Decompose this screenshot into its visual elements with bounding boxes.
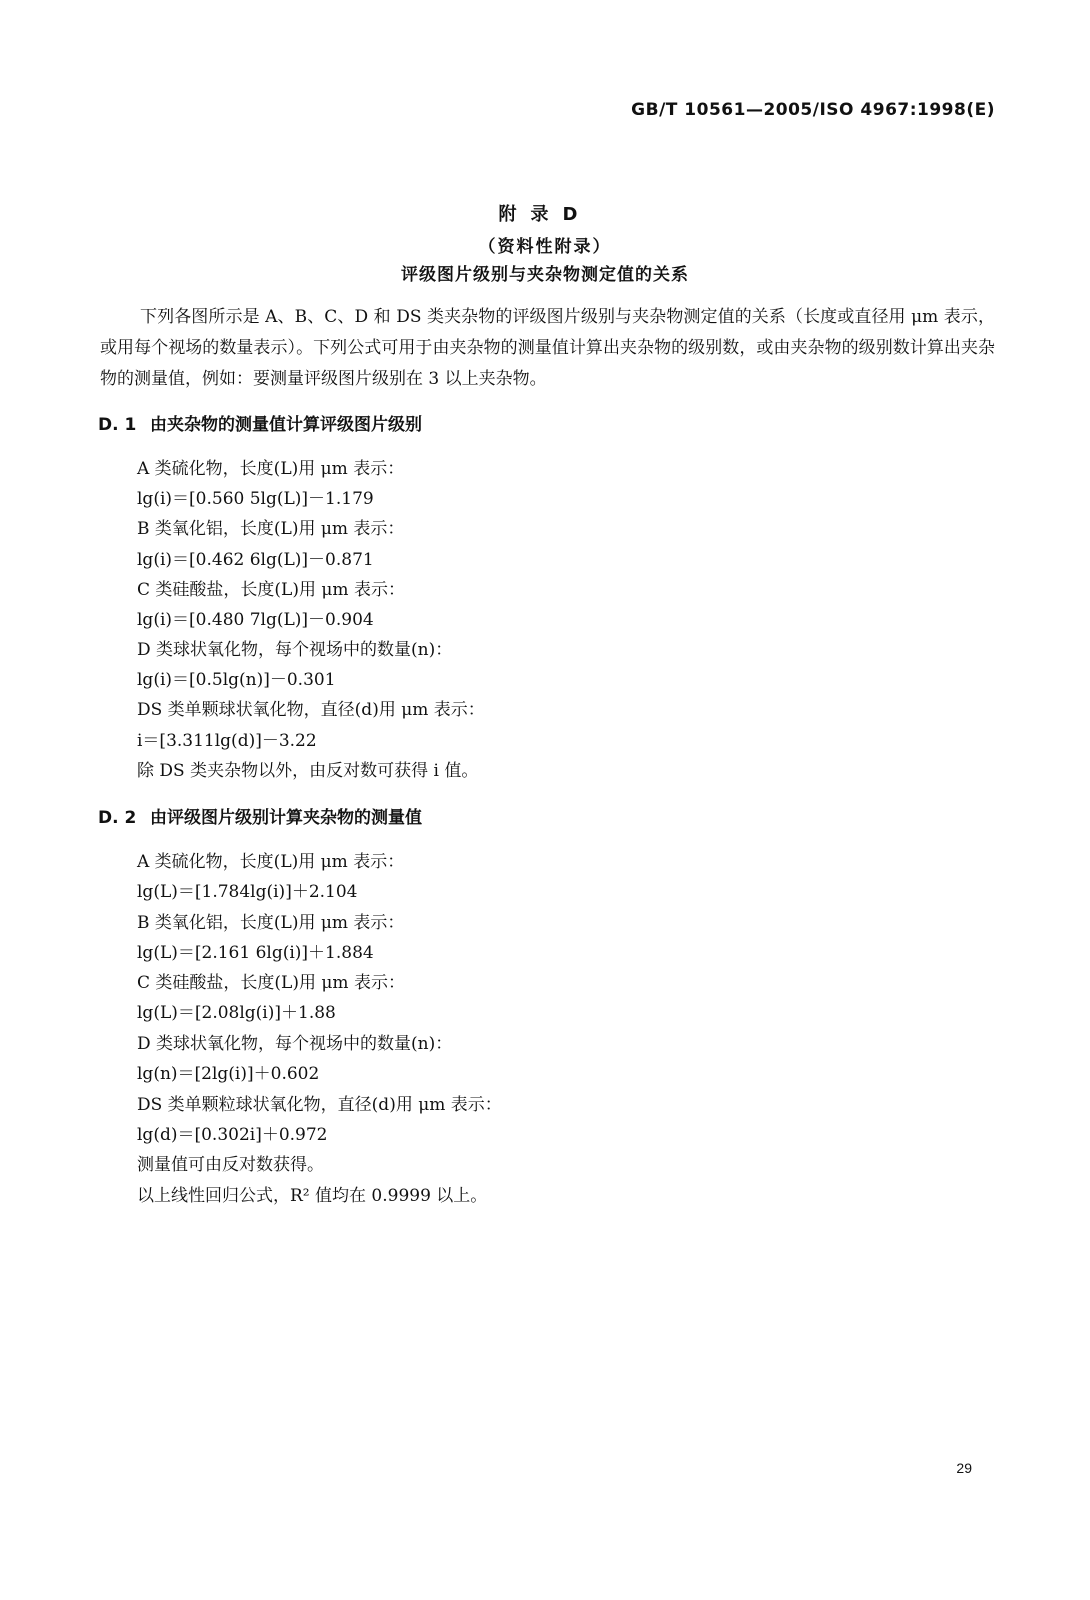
d1-line: i＝[3.311lg(d)]－3.22 [137,731,317,751]
d1-line: 除 DS 类夹杂物以外，由反对数可获得 i 值。 [137,761,479,781]
d1-line: lg(i)＝[0.462 6lg(L)]－0.871 [137,550,374,570]
d2-line: lg(d)＝[0.302i]＋0.972 [137,1125,328,1145]
d2-line: lg(n)＝[2lg(i)]＋0.602 [137,1064,320,1084]
d1-line: D 类球状氧化物，每个视场中的数量(n)： [137,640,453,660]
intro-paragraph [100,302,995,395]
d1-line: B 类氧化铝，长度(L)用 μm 表示： [137,519,405,539]
d1-line: lg(i)＝[0.480 7lg(L)]－0.904 [137,610,374,630]
appendix-subtitle: （资料性附录） [478,237,612,257]
d1-line: A 类硫化物，长度(L)用 μm 表示： [137,459,405,479]
d2-line: 以上线性回归公式，R² 值均在 0.9999 以上。 [137,1186,488,1206]
section-d1-number: D. 1 [98,415,137,435]
d2-line: lg(L)＝[1.784lg(i)]＋2.104 [137,882,358,902]
appendix-title: 附录D [498,204,592,225]
section-d1-heading [98,410,422,435]
d2-line: lg(L)＝[2.08lg(i)]＋1.88 [137,1003,336,1023]
d1-line: lg(i)＝[0.5lg(n)]－0.301 [137,670,336,690]
d1-line: lg(i)＝[0.560 5lg(L)]－1.179 [137,489,374,509]
section-d2-heading [98,803,422,828]
page-number: 29 [956,1460,972,1476]
d1-line: DS 类单颗球状氧化物，直径(d)用 μm 表示： [137,700,485,720]
d2-line: B 类氧化铝，长度(L)用 μm 表示： [137,913,405,933]
intro-text: 下列各图所示是 A、B、C、D 和 DS 类夹杂物的评级图片级别与夹杂物测定值的关系（长度或直径用 μm 表示，或用每个视场的数量表示）。下列公式可用于由夹杂物的测量值计算出夹杂物的级别数，或由夹杂物的级别数计算出夹杂物的测量值，例如：要测量评级图片级别在 3 以上夹杂物。 [100,307,995,389]
section-d1-title: 由夹杂物的测量值计算评级图片级别 [150,415,422,435]
d2-line: lg(L)＝[2.161 6lg(i)]＋1.884 [137,943,374,963]
d2-line: C 类硅酸盐，长度(L)用 μm 表示： [137,973,405,993]
standard-id-header: GB/T 10561—2005/ISO 4967:1998(E) [631,100,995,120]
d2-line: 测量值可由反对数获得。 [137,1155,324,1175]
d2-line: D 类球状氧化物，每个视场中的数量(n)： [137,1034,453,1054]
d2-line: A 类硫化物，长度(L)用 μm 表示： [137,852,405,872]
section-d2-number: D. 2 [98,808,137,828]
section-d2-title: 由评级图片级别计算夹杂物的测量值 [150,808,422,828]
d1-line: C 类硅酸盐，长度(L)用 μm 表示： [137,580,405,600]
d2-line: DS 类单颗粒球状氧化物，直径(d)用 μm 表示： [137,1095,502,1115]
appendix-name: 评级图片级别与夹杂物测定值的关系 [401,265,689,285]
